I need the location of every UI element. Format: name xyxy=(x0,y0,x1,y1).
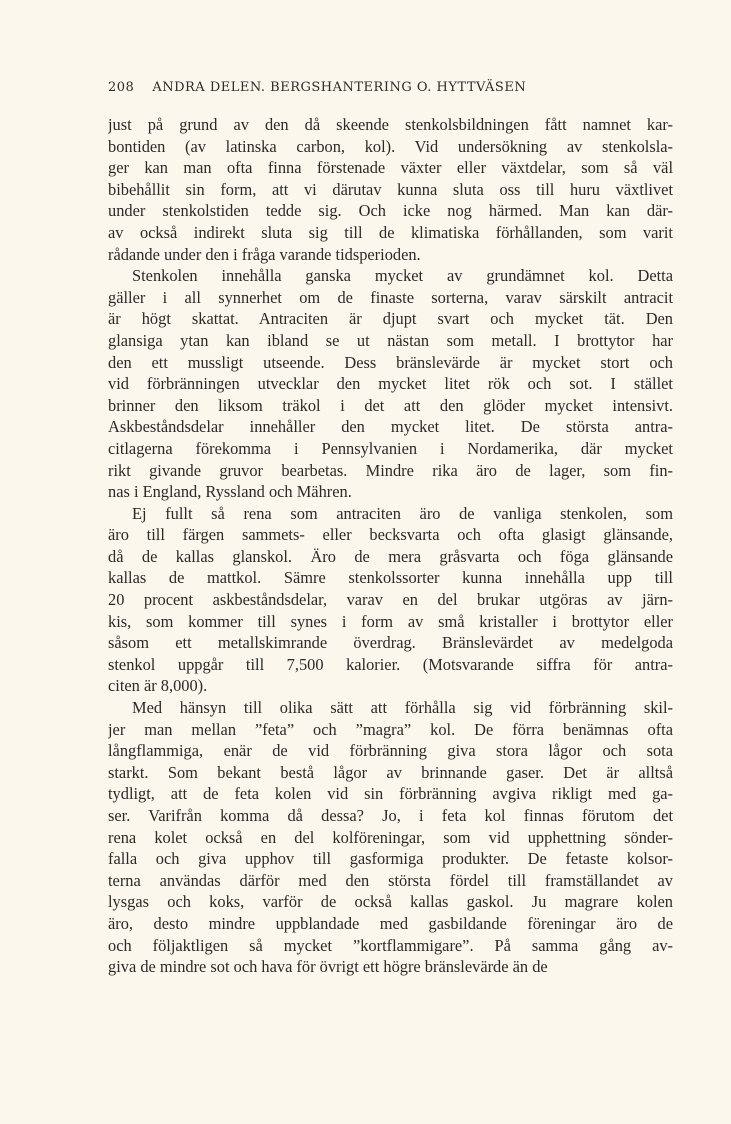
text-line: av också indirekt sluta sig till de klimatiska förhållanden, som varit xyxy=(108,222,673,242)
text-line: starkt. Som bekant bestå lågor av brinnande gaser. Det är alltså xyxy=(108,762,673,782)
text-line: stenkol uppgår till 7,500 kalorier. (Motsvarande siffra för antra- xyxy=(108,654,673,674)
text-line: och följaktligen så mycket ”kortflammigare”. På samma gång av- xyxy=(108,935,673,955)
text-line: gäller i all synnerhet om de finaste sorterna, varav särskilt antracit xyxy=(108,287,673,307)
text-line: den ett mussligt utseende. Dess bränslevärde är mycket stort och xyxy=(108,352,673,372)
text-line: Ej fullt så rena som antraciten äro de vanliga stenkolen, som xyxy=(132,503,673,523)
text-line: då de kallas glanskol. Äro de mera gråsvarta och föga glänsande xyxy=(108,546,673,566)
text-line: jer man mellan ”feta” och ”magra” kol. De förra benämnas ofta xyxy=(108,719,673,739)
text-line: långflammiga, enär de vid förbränning giva stora lågor och sota xyxy=(108,741,673,761)
text-line: under stenkolstiden tedde sig. Och icke nog härmed. Man kan där- xyxy=(108,201,673,221)
text-line: såsom ett metallskimrande överdrag. Bränslevärdet av medelgoda xyxy=(108,633,673,653)
text-line: kallas de mattkol. Sämre stenkolssorter kunna innehålla upp till xyxy=(108,568,673,588)
text-line: 20 procent askbeståndsdelar, varav en del brukar utgöras av järn- xyxy=(108,590,673,610)
text-line: bontiden (av latinska carbon, kol). Vid undersökning av stenkolsla- xyxy=(108,136,673,156)
text-line: terna användas därför med den största fördel till framställandet av xyxy=(108,870,673,890)
body-text xyxy=(108,114,673,978)
text-line: citlagerna förekomma i Pennsylvanien i Nordamerika, där mycket xyxy=(108,438,673,458)
text-line: rikt givande gruvor bearbetas. Mindre rika äro de lager, som fin- xyxy=(108,460,673,480)
text-line: glansiga ytan kan ibland se ut nästan som metall. I brottytor har xyxy=(108,330,673,350)
page-number: 208 xyxy=(108,80,135,95)
text-line: äro till färgen sammets- eller becksvarta och ofta glasigt glänsande, xyxy=(108,525,673,545)
text-line: giva de mindre sot och hava för övrigt ett högre bränslevärde än de xyxy=(108,957,548,977)
text-line: just på grund av den då skeende stenkolsbildningen fått namnet kar- xyxy=(108,115,673,134)
text-line: Med hänsyn till olika sätt att förhålla sig vid förbränning skil- xyxy=(132,698,673,718)
text-line: är högt skattat. Antraciten är djupt svart och mycket tät. Den xyxy=(108,309,673,329)
text-line: ger kan man ofta finna förstenade växter eller växtdelar, som så väl xyxy=(108,158,673,178)
text-line: lysgas och koks, varför de också kallas gaskol. Ju magrare kolen xyxy=(108,892,673,912)
text-line: tydligt, att de feta kolen vid sin förbränning avgiva rikligt med ga- xyxy=(108,784,673,804)
paragraph xyxy=(108,114,673,265)
text-line: brinner den liksom träkol i det att den glöder mycket intensivt. xyxy=(108,395,673,415)
paragraph xyxy=(108,265,673,503)
text-line: Askbeståndsdelar innehåller den mycket litet. De största antra- xyxy=(108,417,673,437)
text-line: vid förbränningen utvecklar den mycket litet rök och sot. I stället xyxy=(108,374,673,394)
text-line: kis, som kommer till synes i form av små kristaller i brottytor eller xyxy=(108,611,673,631)
text-line: nas i England, Ryssland och Mähren. xyxy=(108,482,352,502)
paragraph xyxy=(108,503,673,697)
text-line: bibehållit sin form, att vi därutav kunna sluta oss till huru växtlivet xyxy=(108,179,673,199)
text-line: rena kolet också en del kolföreningar, som vid upphettning sönder- xyxy=(108,827,673,847)
text-line: citen är 8,000). xyxy=(108,676,208,696)
running-title: ANDRA DELEN. BERGSHANTERING O. HYTTVÄSEN xyxy=(152,80,527,95)
running-header xyxy=(108,80,673,95)
text-line: rådande under den i fråga varande tidsperioden. xyxy=(108,244,421,264)
text-line: äro, desto mindre uppblandade med gasbildande föreningar äro de xyxy=(108,913,673,933)
text-line: falla och giva upphov till gasformiga produkter. De fetaste kolsor- xyxy=(108,849,673,869)
paragraph xyxy=(108,697,673,978)
text-line: Stenkolen innehålla ganska mycket av grundämnet kol. Detta xyxy=(132,266,673,286)
text-line: ser. Varifrån komma då dessa? Jo, i feta kol finnas förutom det xyxy=(108,806,673,825)
